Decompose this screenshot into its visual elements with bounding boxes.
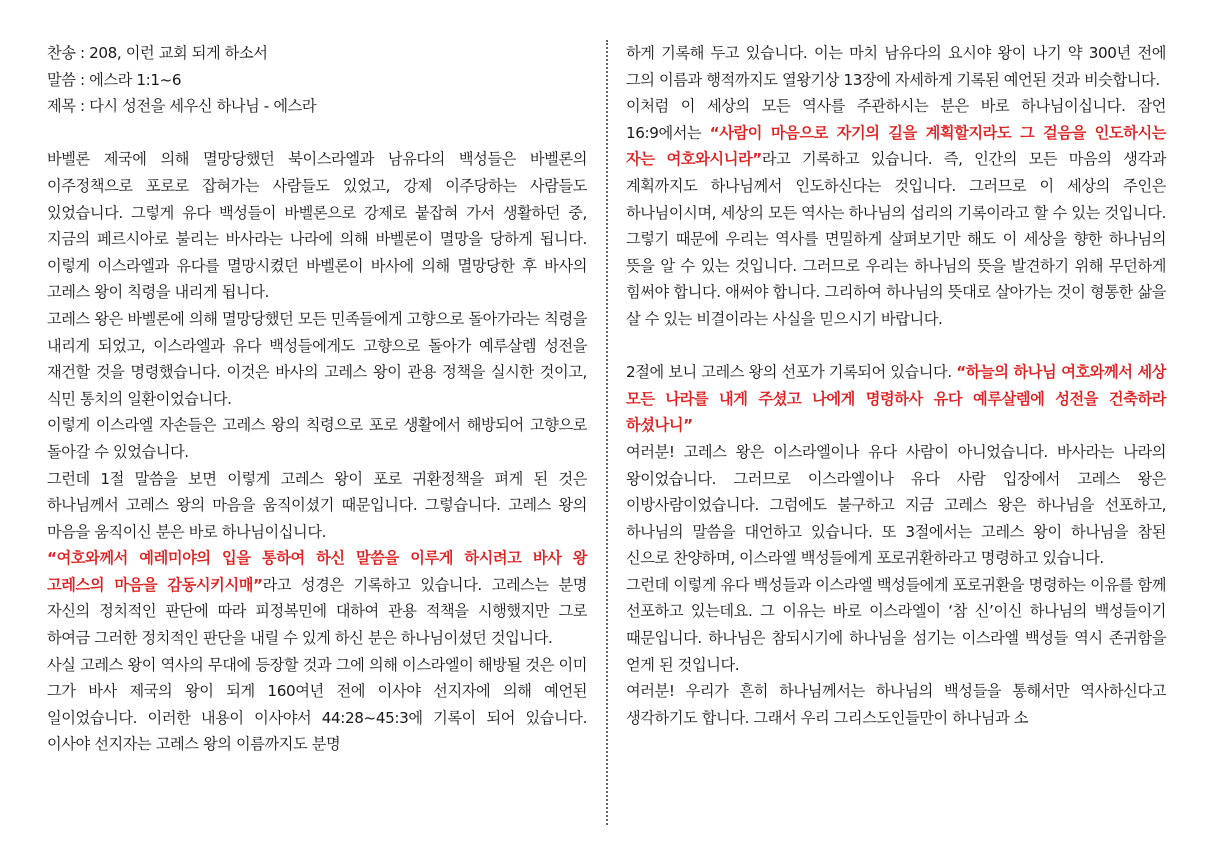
- paragraph: 여러분! 우리가 흔히 하나님께서는 하나님의 백성들을 통해서만 역사하신다고 생각하기도 합니다. 그래서 우리 그리스도인들만이 하나님과 소: [626, 682, 1166, 727]
- paragraph-text: 라고 기록하고 있습니다. 즉, 인간의 모든 마음의 생각과 계획까지도 하나님께서 인도하신다는 것입니다. 그러므로 이 세상의 주인은 하나님이시며, 세상의 모든 역사는 하나님의 섭리의 기록이라고 할 수 있는 것입니다. 그렇기 때문에 우리는 역사를 면밀하게 살펴보기만 해도 이 세상을 향한 하나님의 뜻을 알 수 있는 것입니다. 그러므로 우리는 하나님의 뜻을 발견하기 위해 무던하게 힘써야 합니다. 애써야 합니다. 그리하여 하나님의 뜻대로 살아가는 것이 형통한 삶을 살 수 있는 비결이라는 사실을 믿으시기 바랍니다.: [626, 150, 1166, 328]
- paragraph-text: 2절에 보니 고레스 왕의 선포가 기록되어 있습니다.: [626, 363, 957, 382]
- paragraph: 고레스 왕은 바벨론에 의해 멸망당했던 모든 민족들에게 고향으로 돌아가라는 칙령을 내리게 되었고, 이스라엘과 유다 백성들에게도 고향으로 돌아가 예루살렘 성전을 재건할 것을 명령했습니다. 이것은 바사의 고레스 왕이 관용 정책을 실시한 것이고, 식민 통치의 일환이었습니다.: [47, 309, 587, 408]
- hymn-line: 찬송 : 208, 이런 교회 되게 하소서: [47, 44, 268, 62]
- paragraph: [626, 93, 1166, 332]
- paragraph: 하게 기록해 두고 있습니다. 이는 마치 남유다의 요시야 왕이 나기 약 300년 전에 그의 이름과 행적까지도 열왕기상 13장에 자세하게 기록된 예언된 것과 비슷합니다.: [626, 44, 1166, 89]
- paragraph: [47, 545, 587, 651]
- paragraph-gap: [47, 120, 587, 147]
- paragraph: 사실 고레스 왕이 역사의 무대에 등장할 것과 그에 의해 이스라엘이 해방될 것은 이미 그가 바사 제국의 왕이 되게 160여년 전에 이사야 선지자에 의해 예언된 일이었습니다. 이러한 내용이 이사야서 44:28~45:3에 기록이 되어 있습니다. 이사야 선지자는 고레스 왕의 이름까지도 분명: [47, 655, 587, 754]
- paragraph: 여러분! 고레스 왕은 이스라엘이나 유다 사람이 아니었습니다. 바사라는 나라의 왕이었습니다. 그러므로 이스라엘이나 유다 사람 입장에서 고레스 왕은 이방사람이었습니다. 그럼에도 불구하고 지금 고레스 왕은 하나님을 선포하고, 하나님의 말씀을 대언하고 있습니다. 또 3절에서는 고레스 왕이 하나님을 참된 신으로 찬양하며, 이스라엘 백성들에게 포로귀환하라고 명령하고 있습니다.: [626, 442, 1166, 568]
- scripture-line: 말씀 : 에스라 1:1~6: [47, 70, 182, 89]
- left-column: [47, 40, 587, 758]
- right-column: [626, 40, 1166, 731]
- scripture-quote: “여호와께서 예레미야의 입을 통하여 하신 말씀을 이루게 하시려고 바사 왕 고레스의 마음을 감동시키시매”: [47, 549, 587, 594]
- sermon-title: 제목 : 다시 성전을 세우신 하나님 - 에스라: [47, 97, 317, 116]
- column-divider: [606, 40, 608, 825]
- paragraph: 그런데 이렇게 유다 백성들과 이스라엘 백성들에게 포로귀환을 명령하는 이유를 함께 선포하고 있는데요. 그 이유는 바로 이스라엘이 ‘참 신’이신 하나님의 백성들이기 때문입니다. 하나님은 참되시기에 하나님을 섬기는 이스라엘 백성들 역시 존귀함을 얻게 된 것입니다.: [626, 575, 1166, 674]
- scripture-quote: “하늘의 하나님 여호와께서 세상 모든 나라를 내게 주셨고 나에게 명령하사 유다 예루살렘에 성전을 건축하라 하셨나니”: [626, 363, 1166, 435]
- paragraph-gap: [626, 333, 1166, 360]
- paragraph-text: 라고 성경은 기록하고 있습니다. 고레스는 분명 자신의 정치적인 판단에 따라 피정복민에 대하여 관용 적책을 시행했지만 그로 하여금 그러한 정치적인 판단을 내릴 수 있게 하신 분은 하나님이셨던 것입니다.: [47, 575, 588, 648]
- paragraph-text: 이처럼 이 세상의 모든 역사를 주관하시는 분은 바로 하나님이십니다. 잠언 16:9에서는: [626, 97, 1166, 142]
- scripture-quote: “사람이 마음으로 자기의 길을 계획할지라도 그 걸음을 인도하시는 자는 여호와시니라”: [626, 123, 1166, 169]
- paragraph: 이렇게 이스라엘 자손들은 고레스 왕의 칙령으로 포로 생활에서 해방되어 고향으로 돌아갈 수 있었습니다.: [47, 416, 587, 461]
- paragraph: 그런데 1절 말씀을 보면 이렇게 고레스 왕이 포로 귀환정책을 펴게 된 것은 하나님께서 고레스 왕의 마음을 움직이셨기 때문입니다. 그렇습니다. 고레스 왕의 마음을 움직이신 분은 바로 하나님이십니다.: [47, 469, 587, 541]
- paragraph: [626, 359, 1166, 439]
- paragraph: 바벨론 제국에 의해 멸망당했던 북이스라엘과 남유다의 백성들은 바벨론의 이주정책으로 포로로 잡혀가는 사람들도 있었고, 강제 이주당하는 사람들도 있었습니다. 그렇게 유다 백성들이 바벨론으로 강제로 붙잡혀 가서 생활하던 중, 지금의 페르시아로 불리는 바사라는 나라에 의해 바벨론이 멸망을 당하게 됩니다. 이렇게 이스라엘과 유다를 멸망시켰던 바벨론이 바사에 의해 멸망당한 후 바사의 고레스 왕이 칙령을 내리게 됩니다.: [47, 150, 587, 302]
